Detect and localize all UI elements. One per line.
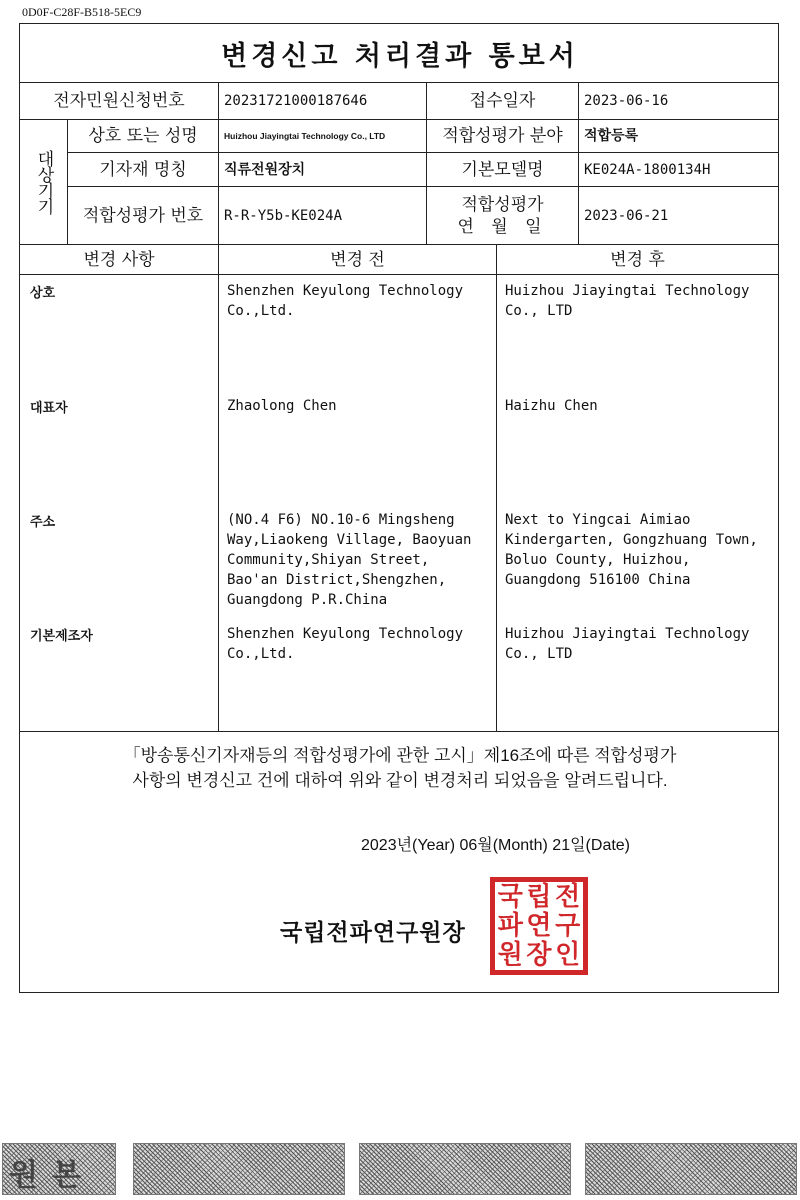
col-before: 변경 전	[330, 249, 385, 270]
notice-form	[19, 23, 779, 993]
rule	[218, 244, 219, 731]
change-item-address: 주소	[30, 515, 56, 530]
seal-char: 원	[497, 939, 523, 970]
seal-char: 파	[497, 910, 523, 941]
application-no-label: 전자민원신청번호	[53, 91, 185, 111]
security-pattern-strip	[585, 1143, 797, 1195]
change-before-address: (NO.4 F6) NO.10-6 Mingsheng Way,Liaokeng Village, Baoyuan Community,Shiyan Street, Bao'an District,Shengzhen, Guangdong P.R.China	[227, 512, 472, 608]
security-pattern-strip	[359, 1143, 571, 1195]
target-section-label: 대상기기	[33, 150, 54, 214]
change-after-manufacturer: Huizhou Jiayingtai Technology Co., LTD	[505, 626, 750, 662]
col-change-item: 변경 사항	[83, 249, 155, 270]
cert-date-label-line2: 연 월 일	[457, 216, 548, 237]
original-stamp-strip	[2, 1143, 116, 1195]
cert-no-label: 적합성평가 번호	[82, 205, 204, 226]
seal-char: 연	[526, 910, 552, 941]
change-before-representative: Zhaolong Chen	[227, 398, 337, 414]
col-after: 변경 후	[610, 249, 665, 270]
rule	[20, 731, 778, 732]
change-item-representative: 대표자	[30, 401, 68, 416]
seal-char: 전	[555, 882, 581, 913]
issuer-name: 국립전파연구원장	[280, 920, 466, 946]
seal-char: 립	[526, 882, 552, 913]
cert-date-label	[427, 187, 578, 244]
notice-line-2: 사항의 변경신고 건에 대하여 위와 같이 변경처리 되었음을 알려드립니다.	[132, 771, 668, 790]
rule	[496, 244, 497, 731]
company-label: 상호 또는 성명	[88, 126, 198, 146]
original-stamp: 원본	[9, 1158, 95, 1193]
page-title: 변경신고 처리결과 통보서	[221, 41, 579, 72]
official-seal-icon	[490, 877, 588, 975]
receipt-date-label: 접수일자	[469, 91, 536, 111]
seal-char: 국	[497, 882, 523, 913]
change-item-company: 상호	[30, 286, 56, 301]
security-pattern-strip	[133, 1143, 345, 1195]
change-before-company: Shenzhen Keyulong Technology Co.,Ltd.	[227, 283, 464, 319]
rule	[20, 274, 778, 275]
seal-char: 장	[526, 939, 552, 970]
cert-date-label-line1: 적합성평가	[461, 194, 544, 215]
cert-date-value: 2023-06-21	[584, 207, 669, 224]
equipment-value: 직류전원장치	[224, 161, 306, 178]
model-label: 기본모델명	[461, 159, 544, 180]
equipment-label: 기자재 명칭	[99, 159, 187, 180]
target-section	[20, 120, 67, 244]
change-after-company: Huizhou Jiayingtai Technology Co., LTD	[505, 283, 750, 319]
field-label: 적합성평가 분야	[442, 126, 563, 146]
field-value: 적합등록	[584, 128, 639, 144]
change-item-manufacturer: 기본제조자	[30, 629, 93, 644]
cert-no-value: R-R-Y5b-KE024A	[224, 207, 343, 224]
company-value: Huizhou Jiayingtai Technology Co., LTD	[224, 131, 386, 141]
receipt-date-value: 2023-06-16	[584, 93, 669, 109]
change-after-address: Next to Yingcai Aimiao Kindergarten, Gongzhuang Town, Boluo County, Huizhou, Guangdong 516100 China	[505, 512, 758, 588]
issue-date: 2023년(Year) 06월(Month) 21일(Date)	[361, 837, 631, 854]
seal-char: 구	[555, 910, 581, 941]
document-id: 0D0F-C28F-B518-5EC9	[22, 5, 142, 19]
notice-line-1: 「방송통신기자재등의 적합성평가에 관한 고시」제16조에 따른 적합성평가	[123, 746, 677, 765]
model-value: KE024A-1800134H	[584, 161, 711, 178]
change-before-manufacturer: Shenzhen Keyulong Technology Co.,Ltd.	[227, 626, 464, 662]
seal-char: 인	[555, 939, 581, 970]
application-no-value: 20231721000187646	[224, 93, 368, 109]
change-after-representative: Haizhu Chen	[505, 398, 598, 414]
